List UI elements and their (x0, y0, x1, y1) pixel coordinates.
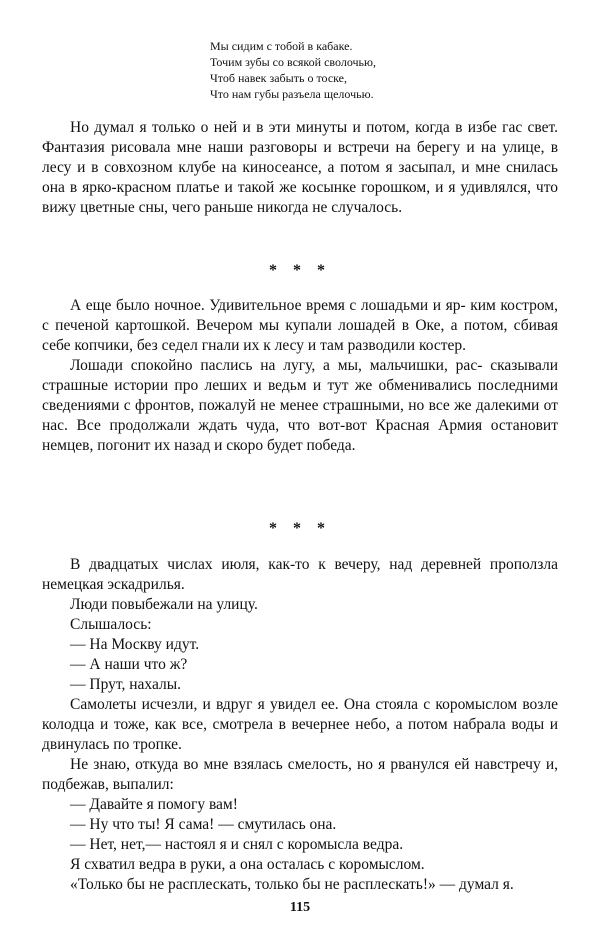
text-line: думал я. (459, 876, 514, 893)
text-line: в Оке, а потом, сбивая себе копчики, без седел гнали их (42, 317, 559, 354)
dialogue-line: — На Москву идут. (70, 636, 200, 653)
epigraph-poem (210, 38, 376, 102)
text-line: Но думал я только о ней и в эти минуты и потом, когда в избе (70, 119, 497, 136)
section-3 (42, 555, 558, 895)
paragraph: Люди повыбежали на улицу. (70, 596, 258, 613)
text-line: Самолеты исчезли, и вдруг я увидел ее. Она стояла с (70, 696, 431, 713)
text-line: и такой же косынке горошком, и я удивлялся, что вижу цветные (42, 179, 559, 216)
poem-line: Что нам губы разъела щелочью. (210, 87, 374, 101)
page-number: 115 (289, 900, 311, 915)
section-1 (42, 118, 558, 218)
text-line: «Только бы не расплескать, только бы не расплескать!» — (70, 876, 456, 893)
paragraph (42, 296, 558, 356)
text-line: сказывали страшные истории про леших и ведьм и тут же (42, 357, 558, 394)
text-line: погонит их назад и скоро будет победа. (97, 437, 356, 454)
text-line: ждать чуда, что вот-вот Красная Армия остановит немцев, (42, 417, 559, 454)
text-line: А еще было ночное. Удивительное время с лошадьми и яр- (70, 297, 466, 314)
dialogue-line: — Нет, нет,— настоял я и снял с коромысла ведра. (70, 836, 404, 853)
text-line: берегу и на улице, в лесу и в совхозном клубе на киносеансе, (42, 139, 559, 176)
text-line: В двадцатых числах июля, как-то к вечеру, над деревней (70, 556, 482, 573)
paragraph: Я схватил ведра в руки, а она осталась с коромыслом. (70, 856, 425, 873)
text-line: проползла немецкая эскадрилья. (42, 556, 559, 593)
section-separator: * * * (269, 520, 331, 537)
section-2 (42, 296, 558, 456)
text-line: менее страшными, но все же далекими от нас. Все продолжали (42, 397, 558, 434)
paragraph (42, 356, 558, 456)
paragraph (42, 118, 558, 218)
text-line: Не знаю, откуда во мне взялась смелость, но я рванулся ей (70, 756, 470, 773)
dialogue-line: — Давайте я помогу вам! (70, 796, 238, 813)
poem-line: Точим зубы со всякой сволочью, (210, 55, 376, 69)
poem-line: Мы сидим с тобой в кабаке. (210, 39, 353, 53)
section-separator: * * * (269, 262, 331, 279)
text-line: обменивались последними сведениями с фронтов, пожалуй не (42, 377, 559, 414)
text-line: ким костром, с печеной картошкой. Вечером мы купали лошадей (42, 297, 558, 334)
dialogue-line: — Прут, нахалы. (70, 676, 181, 693)
text-line: сны, чего раньше никогда не случалось. (138, 199, 403, 216)
text-line: к лесу и там разводили костер. (263, 337, 466, 354)
poem-line: Чтоб навек забыть о тоске, (210, 71, 348, 85)
paragraph (42, 555, 558, 595)
text-line: навстречу и, подбежав, выпалил: (42, 756, 558, 793)
dialogue-line: — А наши что ж? (70, 656, 188, 673)
text-line: гас свет. Фантазия рисовала мне наши разговоры и встречи на (42, 119, 559, 156)
paragraph (42, 695, 558, 755)
text-line: Лошади спокойно паслись на лугу, а мы, мальчишки, рас- (70, 357, 483, 374)
text-line: а потом я засыпал, и мне снилась она в ярко-красном платье (42, 159, 558, 196)
dialogue-line: — Ну что ты! Я сама! — смутилась она. (70, 816, 337, 833)
paragraph: Слышалось: (70, 616, 152, 633)
paragraph (42, 755, 558, 795)
text-line: небо, а потом набрала воды и двинулась по тропке. (42, 716, 559, 753)
text-line: коромыслом возле колодца и тоже, как все, смотрела в вечернее (42, 696, 559, 733)
paragraph (42, 875, 558, 895)
